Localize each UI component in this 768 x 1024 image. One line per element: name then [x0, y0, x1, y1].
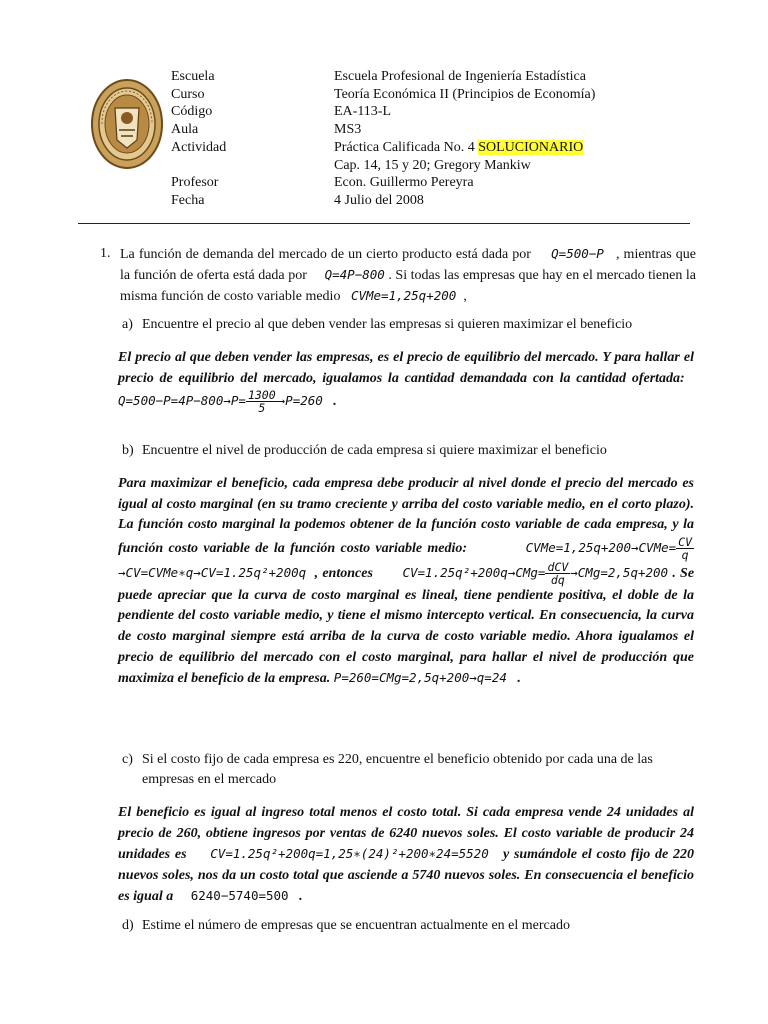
question-a-text: Encuentre el precio al que deben vender las empresas si quieren maximizar el beneficio [142, 317, 633, 332]
answer-c-formula-2: 6240−5740=500 [190, 888, 289, 904]
header-row-codigo [171, 103, 595, 121]
header-value: Cap. 14, 15 y 20; Gregory Mankiw [334, 157, 531, 173]
question-d-text: Estime el número de empresas que se encuentran actualmente en el mercado [142, 918, 570, 933]
answer-a-end: . [333, 394, 337, 410]
q1-supply-formula: Q=4P−800 [324, 267, 385, 282]
fraction-denominator: q [681, 547, 689, 562]
answer-b-text-2: entonces [322, 565, 373, 581]
header-row-curso [171, 86, 595, 104]
formula-part: →CMg=2,5q+200 [570, 564, 669, 580]
q1-text-1: La función de demanda del mercado de un cierto producto está dada por [120, 247, 531, 262]
answer-b-formula-2 [402, 559, 669, 587]
header-label: Fecha [171, 192, 205, 208]
q1-demand-formula: Q=500−P [551, 246, 604, 261]
fraction-denominator: dq [550, 572, 565, 587]
header-value: EA-113-L [334, 104, 392, 120]
answer-c [118, 803, 694, 908]
activity-text: Práctica Calificada No. 4 [334, 139, 479, 155]
answer-c-text-1: El beneficio es igual al ingreso total menos el costo total. Si cada empresa vende 24 unidades al precio de 260, obtiene ingresos por ventas de 6240 nuevos soles. El costo variable de producir 24 unidades es [118, 805, 694, 863]
fraction-denominator: 5 [258, 401, 266, 416]
answer-a-formula [118, 388, 323, 416]
q1-text-2: , mientras que la función de oferta está dada por [120, 247, 697, 283]
formula-part: CVMe=1,25q+200→CVMe= [525, 539, 677, 555]
header-label: Aula [171, 122, 199, 138]
header-value: 4 Julio del 2008 [334, 192, 424, 208]
fraction-numerator: 1300 [247, 388, 276, 403]
question-a [122, 315, 696, 335]
header-label: Curso [171, 86, 205, 102]
q1-text-3: . Si todas las empresas que hay en el mercado tienen la misma función de costo variable medio [120, 268, 696, 304]
question-b-text: Encuentre el nivel de producción de cada empresa si quiere maximizar el beneficio [142, 443, 607, 458]
fraction [676, 536, 694, 561]
header-label: Actividad [171, 139, 227, 155]
formula-part: CV=1.25q²+200q→CMg= [402, 564, 546, 580]
university-seal-logo [90, 78, 164, 170]
header-value: Escuela Profesional de Ingeniería Estadística [334, 69, 586, 84]
question-a-label: a) [122, 317, 133, 332]
formula-part: →P=260 [277, 393, 323, 409]
header-label: Código [171, 104, 213, 120]
question-c-text: Si el costo fijo de cada empresa es 220, encuentre el beneficio obtenido por cada una de las empresas en el mercado [142, 752, 653, 787]
question-d [122, 916, 696, 936]
answer-c-formula-1: CV=1.25q²+200q=1,25∗(24)²+200∗24=5520 [210, 846, 489, 862]
answer-b-text-1: Para maximizar el beneficio, cada empresa debe producir al nivel donde el precio del mercado es igual al costo marginal (en su tramo creciente y arriba del costo variable medio, en el corto plazo). La función costo marginal la podemos obtener de la función costo variable de cada empresa, y la función costo variable de la función costo variable medio: [118, 476, 694, 556]
header-row-capitulos [171, 157, 595, 175]
question-1 [100, 244, 696, 307]
answer-a [118, 348, 694, 414]
header-divider [78, 223, 690, 224]
question-number: 1. [100, 246, 111, 261]
header-label [171, 157, 334, 175]
answer-a-text: El precio al que deben vender las empresas, es el precio de equilibrio del mercado. Y para hallar el precio de equilibrio del mercado, igualamos la cantidad demandada con la cantidad ofertada: [118, 350, 694, 386]
header-row-actividad [171, 139, 595, 157]
answer-c-text-2: y sumándole el costo fijo de 220 nuevos soles, nos da un costo total que asciende a 5740 nuevos soles. En consecuencia el beneficio es igual a [118, 847, 695, 905]
header-row-fecha [171, 192, 595, 210]
header-row-profesor [171, 174, 595, 192]
header-row-aula [171, 121, 595, 139]
fraction-numerator: dCV [547, 559, 569, 574]
answer-b-text-3: . Se puede apreciar que la curva de costo marginal es lineal, tiene pendiente positiva, el doble de la pendiente del costo variable medio, y tiene el mismo intercepto vertical. En consecuencia, la curva de costo marginal siempre está arriba de la curva de costo variable medio. Ahora igualamos el precio de equilibrio del mercado con el costo marginal, para hallar el nivel de producción que maximiza el beneficio de la empresa. [118, 565, 695, 687]
question-b-label: b) [122, 443, 134, 458]
header-label: Escuela [171, 69, 215, 84]
header-value: Econ. Guillermo Pereyra [334, 175, 474, 191]
header-value: Teoría Económica II (Principios de Economía) [334, 86, 596, 102]
q1-text-4: , [463, 289, 467, 304]
question-b [122, 441, 696, 461]
header-table [171, 68, 595, 210]
question-c-label: c) [122, 752, 133, 767]
separator: , [314, 565, 319, 581]
formula-part: Q=500−P=4P−800→P= [118, 393, 246, 409]
header-value: MS3 [334, 122, 362, 138]
answer-b-end: . [517, 671, 521, 687]
header-label: Profesor [171, 175, 219, 191]
fraction-numerator: CV [678, 534, 693, 549]
fraction [246, 389, 278, 414]
q1-cvme-formula: CVMe=1,25q+200 [350, 288, 457, 303]
header-row-escuela [171, 68, 595, 86]
question-c [122, 750, 696, 790]
question-d-label: d) [122, 918, 134, 933]
fraction [545, 561, 570, 586]
answer-b [118, 474, 694, 690]
answer-b-formula-3: P=260=CMg=2,5q+200→q=24 [333, 670, 507, 686]
formula-part: →CV=CVMe∗q→CV=1.25q²+200q [118, 564, 307, 580]
solucionario-highlight: SOLUCIONARIO [478, 139, 584, 155]
question-1-text [120, 244, 696, 307]
header-value [334, 139, 583, 157]
answer-c-end: . [299, 889, 303, 905]
